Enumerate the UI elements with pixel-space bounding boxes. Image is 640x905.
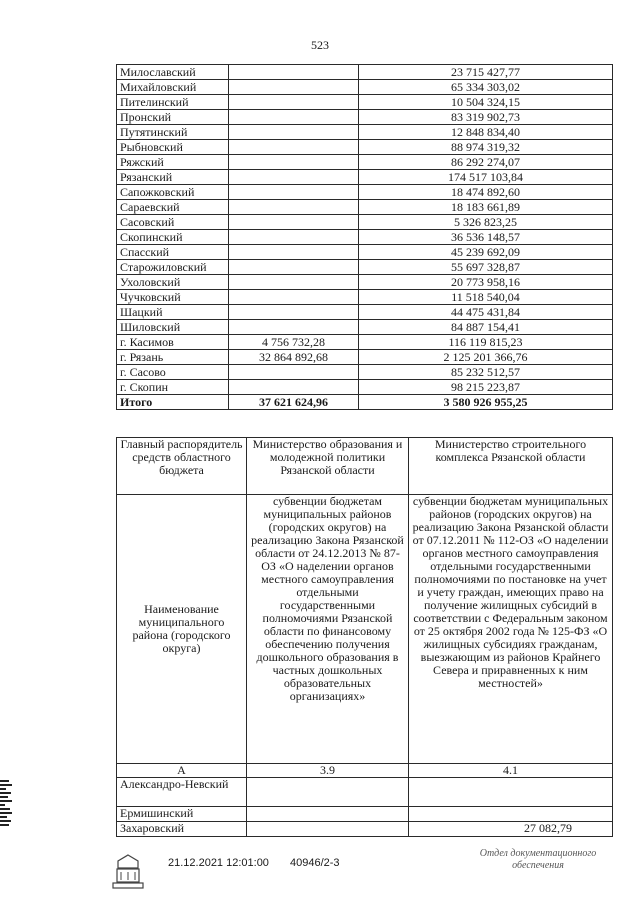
table-row [117,230,613,245]
row-value-a [229,95,359,110]
row-value-a: 32 864 892,68 [229,350,359,365]
row-value-b: 174 517 103,84 [359,170,613,185]
table-row [117,140,613,155]
row-value-a [229,65,359,80]
page-number: 523 [311,38,329,52]
row-name: Сасовский [117,215,229,230]
row-value-b: 88 974 319,32 [359,140,613,155]
total-row [117,395,613,410]
header-col2: Министерство строительного комплекса Рязанской области [409,438,613,495]
code-col0: А [117,764,247,778]
row-value-b: 36 536 148,57 [359,230,613,245]
row-value-a [229,80,359,95]
row-name: Рязанский [117,170,229,185]
subvention-table [116,437,613,837]
row-name: Ряжский [117,155,229,170]
header-col1: Министерство образования и молодежной политики Рязанской области [247,438,409,495]
row-name: Спасский [117,245,229,260]
total-value-a: 37 621 624,96 [229,395,359,410]
row-name: Сапожковский [117,185,229,200]
row-value-a [229,110,359,125]
table-row [117,335,613,350]
row-name: г. Сасово [117,365,229,380]
table-row [117,200,613,215]
row-name: Пителинский [117,95,229,110]
row-value-a [247,807,409,822]
row-value-a [229,155,359,170]
table-row [117,260,613,275]
row-value-b: 12 848 834,40 [359,125,613,140]
row-value-a [229,365,359,380]
row-value-b: 5 326 823,25 [359,215,613,230]
row-value-b: 18 183 661,89 [359,200,613,215]
code-col2: 4.1 [409,764,613,778]
table-row [117,215,613,230]
row-value-a [229,200,359,215]
row-name: Рыбновский [117,140,229,155]
table-row [117,350,613,365]
row-value-b: 86 292 274,07 [359,155,613,170]
row-value-b: 55 697 328,87 [359,260,613,275]
table-row [117,290,613,305]
row-value-b: 23 715 427,77 [359,65,613,80]
row-name: Шиловский [117,320,229,335]
row-name: Милославский [117,65,229,80]
row-value-b: 2 125 201 366,76 [359,350,613,365]
table-row [117,822,613,837]
table-row [117,185,613,200]
row-value-a [229,215,359,230]
scan-edge-marks [0,780,12,900]
table-row [117,125,613,140]
row-name: Пронский [117,110,229,125]
row-name: Ухоловский [117,275,229,290]
row-name: Шацкий [117,305,229,320]
row-value-b: 44 475 431,84 [359,305,613,320]
row-value-b: 10 504 324,15 [359,95,613,110]
table-row [117,110,613,125]
row-value-a [229,230,359,245]
row-value-a [229,245,359,260]
table-row [117,778,613,807]
row-value-a [229,290,359,305]
row-name: Сараевский [117,200,229,215]
department-stamp: Отдел документационного обеспечения [479,848,597,871]
row-value-a: 4 756 732,28 [229,335,359,350]
total-value-b: 3 580 926 955,25 [359,395,613,410]
row-value-b: 45 239 692,09 [359,245,613,260]
header-row [117,438,613,495]
row-name: г. Рязань [117,350,229,365]
table-row [117,365,613,380]
row-value-b: 11 518 540,04 [359,290,613,305]
table-row [117,65,613,80]
row-value-a [229,305,359,320]
row-name: Захаровский [117,822,247,837]
row-name: Чучковский [117,290,229,305]
row-value-b: 98 215 223,87 [359,380,613,395]
row-value-a [229,125,359,140]
row-value-a [229,380,359,395]
row-name: Старожиловский [117,260,229,275]
row-value-b: 27 082,79 [409,822,613,837]
table-row [117,305,613,320]
desc-col2: субвенции бюджетам муниципальных районов (городских округов) на реализацию Закона Рязанской области от 07.12.2011 № 112-ОЗ «О наделении органов местного самоуправления отдельными государственными полномочиями по постановке на учет и учету граждан, имеющих право на получение жилищных субсидий в соответствии с Федеральным законом от 25 октября 2002 года № 125-ФЗ «О жилищных субсидиях гражданам, выезжающим из районов Крайнего Севера и приравненных к ним местностей» [409,495,613,764]
allocation-table-continued [116,64,613,410]
row-value-b [409,807,613,822]
table-row [117,245,613,260]
row-name: Михайловский [117,80,229,95]
row-name: г. Касимов [117,335,229,350]
row-name: г. Скопин [117,380,229,395]
row-value-b: 65 334 303,02 [359,80,613,95]
row-value-b: 84 887 154,41 [359,320,613,335]
row-value-b: 83 319 902,73 [359,110,613,125]
description-row [117,495,613,764]
row-value-a [229,260,359,275]
row-value-a [229,320,359,335]
row-value-b: 116 119 815,23 [359,335,613,350]
registration-date: 21.12.2021 12:01:00 [168,857,269,869]
header-col0: Главный распорядитель средств областного бюджета [117,438,247,495]
table-row [117,807,613,822]
table-row [117,320,613,335]
coat-of-arms-icon [108,852,148,892]
desc-col0: Наименование муниципального района (городского округа) [117,495,247,764]
row-value-b [409,778,613,807]
row-value-b: 18 474 892,60 [359,185,613,200]
row-value-a [229,275,359,290]
table-row [117,380,613,395]
row-value-a [229,170,359,185]
total-label: Итого [117,395,229,410]
table-row [117,170,613,185]
code-col1: 3.9 [247,764,409,778]
row-name: Ермишинский [117,807,247,822]
table-row [117,275,613,290]
table-row [117,155,613,170]
row-value-a [247,778,409,807]
row-name: Скопинский [117,230,229,245]
row-name: Александро-Невский [117,778,247,807]
table-row [117,95,613,110]
document-number: 40946/2-3 [290,857,340,869]
table-row [117,80,613,95]
row-value-b: 20 773 958,16 [359,275,613,290]
code-row [117,764,613,778]
row-name: Путятинский [117,125,229,140]
row-value-a [247,822,409,837]
row-value-b: 85 232 512,57 [359,365,613,380]
row-value-a [229,140,359,155]
desc-col1: субвенции бюджетам муниципальных районов (городских округов) на реализацию Закона Рязанской области от 24.12.2013 № 87-ОЗ «О наделении органов местного самоуправления отдельными государственными полномочиями Рязанской области по финансовому обеспечению получения дошкольного образования в частных дошкольных образовательных организациях» [247,495,409,764]
row-value-a [229,185,359,200]
